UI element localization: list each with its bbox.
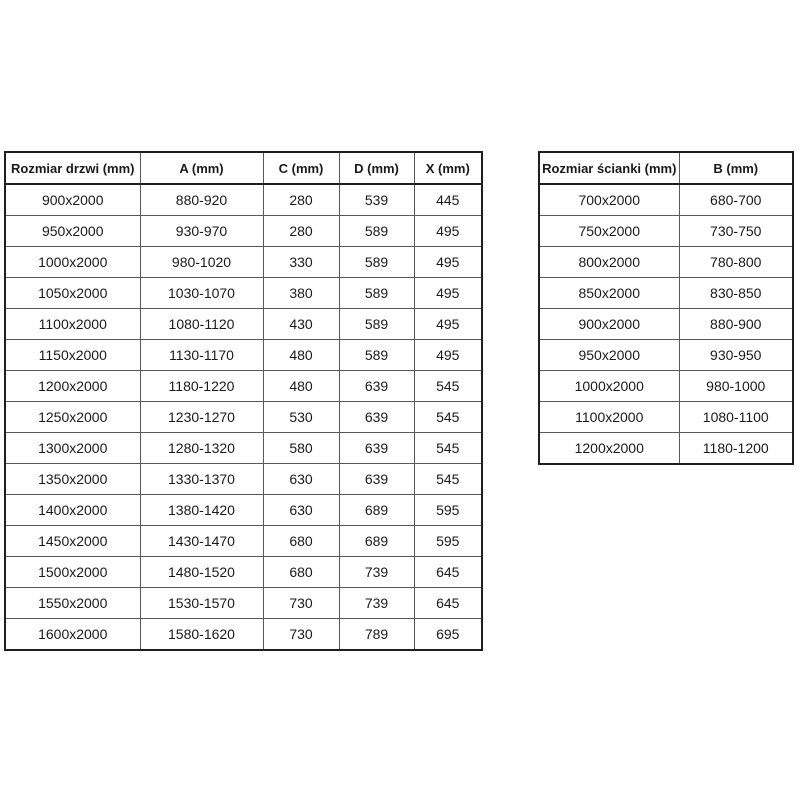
table-cell: 1200x2000: [5, 371, 140, 402]
table-row: [539, 309, 793, 340]
table-cell: 1550x2000: [5, 588, 140, 619]
table-cell: 780-800: [679, 247, 793, 278]
table-cell: 545: [414, 402, 482, 433]
column-header: C (mm): [263, 152, 339, 184]
table-cell: 280: [263, 184, 339, 216]
table-row: [5, 526, 482, 557]
table-cell: 1230-1270: [140, 402, 263, 433]
table-cell: 1100x2000: [539, 402, 679, 433]
table-cell: 730: [263, 588, 339, 619]
table-cell: 730: [263, 619, 339, 651]
table-cell: 1130-1170: [140, 340, 263, 371]
wall-panel-sizes-table: [538, 151, 794, 465]
table-cell: 1580-1620: [140, 619, 263, 651]
table-row: [5, 588, 482, 619]
table-cell: 1080-1120: [140, 309, 263, 340]
table-row: [539, 247, 793, 278]
table-cell: 480: [263, 371, 339, 402]
table-cell: 495: [414, 247, 482, 278]
table-cell: 1030-1070: [140, 278, 263, 309]
table-cell: 980-1020: [140, 247, 263, 278]
table-cell: 1180-1200: [679, 433, 793, 465]
table-cell: 789: [339, 619, 414, 651]
table-cell: 900x2000: [539, 309, 679, 340]
table-cell: 430: [263, 309, 339, 340]
table-cell: 1350x2000: [5, 464, 140, 495]
column-header: D (mm): [339, 152, 414, 184]
table-cell: 1050x2000: [5, 278, 140, 309]
table-row: [539, 402, 793, 433]
table-cell: 1300x2000: [5, 433, 140, 464]
table-row: [539, 371, 793, 402]
table-cell: 530: [263, 402, 339, 433]
table-cell: 900x2000: [5, 184, 140, 216]
table-cell: 330: [263, 247, 339, 278]
table-cell: 639: [339, 433, 414, 464]
table-cell: 445: [414, 184, 482, 216]
table-cell: 680: [263, 557, 339, 588]
table-row: [5, 340, 482, 371]
table-cell: 495: [414, 340, 482, 371]
table-cell: 595: [414, 526, 482, 557]
table-cell: 589: [339, 340, 414, 371]
table-cell: 630: [263, 495, 339, 526]
table-cell: 639: [339, 464, 414, 495]
table-cell: 1150x2000: [5, 340, 140, 371]
table-cell: 850x2000: [539, 278, 679, 309]
table-cell: 950x2000: [539, 340, 679, 371]
table-cell: 1600x2000: [5, 619, 140, 651]
table-cell: 545: [414, 464, 482, 495]
column-header: Rozmiar drzwi (mm): [5, 152, 140, 184]
table-row: [539, 278, 793, 309]
table-cell: 695: [414, 619, 482, 651]
table-cell: 750x2000: [539, 216, 679, 247]
table-cell: 689: [339, 526, 414, 557]
table-cell: 1430-1470: [140, 526, 263, 557]
table-row: [5, 371, 482, 402]
table-cell: 980-1000: [679, 371, 793, 402]
table-cell: 1480-1520: [140, 557, 263, 588]
table-cell: 830-850: [679, 278, 793, 309]
table-cell: 1000x2000: [5, 247, 140, 278]
table-cell: 280: [263, 216, 339, 247]
table-cell: 930-970: [140, 216, 263, 247]
table-cell: 645: [414, 557, 482, 588]
table-cell: 930-950: [679, 340, 793, 371]
table-cell: 730-750: [679, 216, 793, 247]
table-row: [5, 557, 482, 588]
table-row: [5, 184, 482, 216]
table-cell: 545: [414, 371, 482, 402]
table-cell: 380: [263, 278, 339, 309]
table-cell: 495: [414, 278, 482, 309]
table-cell: 689: [339, 495, 414, 526]
table-cell: 700x2000: [539, 184, 679, 216]
table-cell: 1250x2000: [5, 402, 140, 433]
column-header: Rozmiar ścianki (mm): [539, 152, 679, 184]
door-sizes-table: [4, 151, 483, 651]
table-cell: 1180-1220: [140, 371, 263, 402]
table-cell: 1450x2000: [5, 526, 140, 557]
table-cell: 639: [339, 402, 414, 433]
table-row: [5, 464, 482, 495]
table-cell: 1000x2000: [539, 371, 679, 402]
table-cell: 480: [263, 340, 339, 371]
column-header: A (mm): [140, 152, 263, 184]
table-cell: 1530-1570: [140, 588, 263, 619]
column-header: B (mm): [679, 152, 793, 184]
table-cell: 1080-1100: [679, 402, 793, 433]
table-cell: 630: [263, 464, 339, 495]
wall-panel-sizes-header-row: [539, 152, 793, 184]
table-cell: 589: [339, 309, 414, 340]
table-cell: 580: [263, 433, 339, 464]
table-row: [5, 278, 482, 309]
table-cell: 880-920: [140, 184, 263, 216]
table-cell: 495: [414, 216, 482, 247]
table-cell: 1330-1370: [140, 464, 263, 495]
table-cell: 1380-1420: [140, 495, 263, 526]
table-cell: 595: [414, 495, 482, 526]
table-cell: 645: [414, 588, 482, 619]
table-cell: 680-700: [679, 184, 793, 216]
table-row: [5, 402, 482, 433]
table-cell: 589: [339, 216, 414, 247]
table-cell: 639: [339, 371, 414, 402]
table-row: [539, 340, 793, 371]
table-row: [5, 309, 482, 340]
table-row: [5, 247, 482, 278]
table-cell: 1200x2000: [539, 433, 679, 465]
table-row: [5, 619, 482, 651]
table-cell: 800x2000: [539, 247, 679, 278]
table-row: [5, 495, 482, 526]
table-cell: 1100x2000: [5, 309, 140, 340]
table-cell: 589: [339, 278, 414, 309]
table-row: [539, 216, 793, 247]
table-cell: 880-900: [679, 309, 793, 340]
table-row: [5, 433, 482, 464]
table-cell: 589: [339, 247, 414, 278]
table-cell: 539: [339, 184, 414, 216]
table-row: [539, 433, 793, 465]
door-sizes-header-row: [5, 152, 482, 184]
table-row: [5, 216, 482, 247]
table-cell: 1280-1320: [140, 433, 263, 464]
table-cell: 1400x2000: [5, 495, 140, 526]
table-cell: 739: [339, 588, 414, 619]
table-row: [539, 184, 793, 216]
table-cell: 545: [414, 433, 482, 464]
table-cell: 495: [414, 309, 482, 340]
table-cell: 739: [339, 557, 414, 588]
table-cell: 680: [263, 526, 339, 557]
column-header: X (mm): [414, 152, 482, 184]
table-cell: 950x2000: [5, 216, 140, 247]
table-cell: 1500x2000: [5, 557, 140, 588]
